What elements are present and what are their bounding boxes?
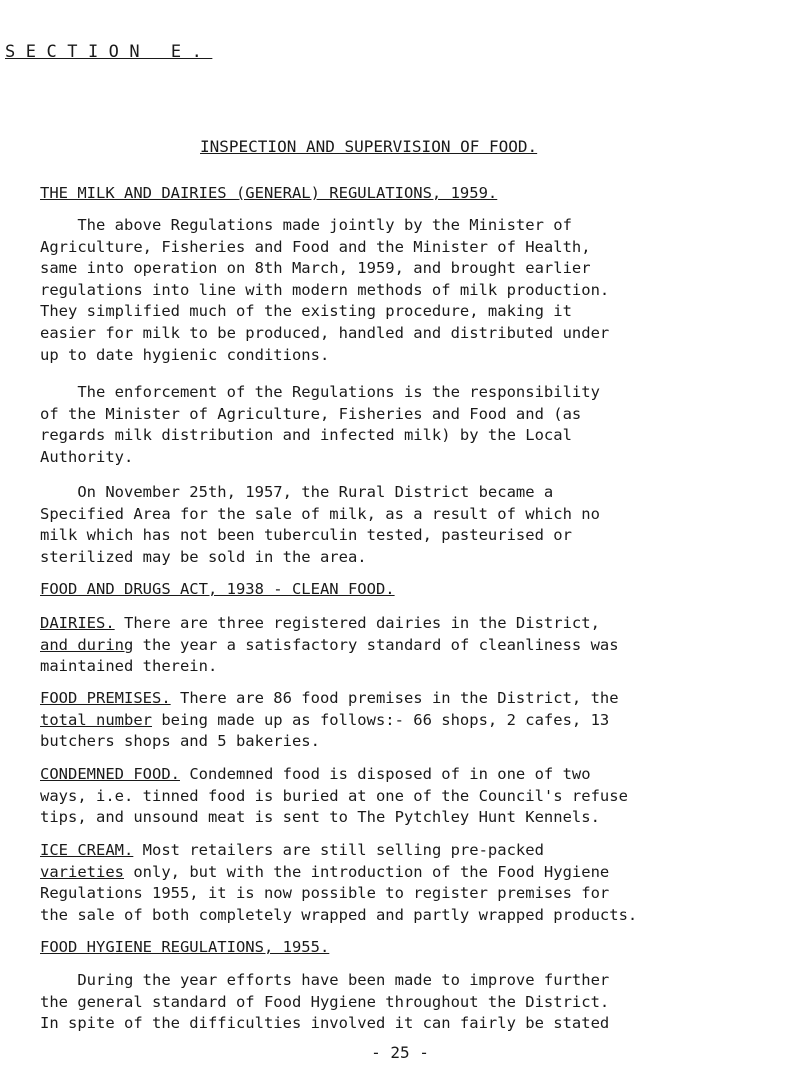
page-number: - 25 - bbox=[371, 1043, 429, 1062]
food-drugs-act-heading: FOOD AND DRUGS ACT, 1938 - CLEAN FOOD. bbox=[40, 580, 395, 598]
text-run: There are three registered dairies in the District, bbox=[114, 614, 600, 632]
dairies-paragraph bbox=[40, 613, 800, 678]
ice-cream-paragraph bbox=[40, 840, 800, 926]
text-line bbox=[40, 862, 800, 884]
text-line bbox=[40, 688, 800, 710]
condemned-food-paragraph bbox=[40, 764, 800, 829]
text-line: same into operation on 8th March, 1959, and brought earlier bbox=[40, 259, 591, 278]
milk-paragraph-3 bbox=[40, 482, 800, 568]
text-run: the year a satisfactory standard of cleanliness was bbox=[133, 635, 619, 654]
text-line: the sale of both completely wrapped and partly wrapped products. bbox=[40, 905, 638, 924]
text-line: During the year efforts have been made to improve further bbox=[40, 971, 610, 989]
text-line: In spite of the difficulties involved it can fairly be stated bbox=[40, 1014, 610, 1033]
text-run: varieties bbox=[40, 862, 124, 881]
food-premises-paragraph bbox=[40, 688, 800, 753]
text-line: maintained therein. bbox=[40, 657, 218, 676]
text-run: There are 86 food premises in the District, the bbox=[170, 689, 619, 707]
text-line: The enforcement of the Regulations is the responsibility bbox=[40, 383, 600, 401]
text-line: milk which has not been tuberculin tested, pasteurised or bbox=[40, 526, 572, 545]
condemned-food-lead: CONDEMNED FOOD. bbox=[40, 765, 180, 783]
text-line: tips, and unsound meat is sent to The Pytchley Hunt Kennels. bbox=[40, 808, 600, 827]
text-run: being made up as follows:- 66 shops, 2 cafes, 13 bbox=[151, 710, 610, 729]
text-line: of the Minister of Agriculture, Fisheries and Food and (as bbox=[40, 404, 582, 423]
text-run: only, but with the introduction of the Food Hygiene bbox=[124, 862, 610, 881]
food-hygiene-paragraph bbox=[40, 970, 800, 1035]
milk-regulations-heading: THE MILK AND DAIRIES (GENERAL) REGULATIONS, 1959. bbox=[40, 184, 498, 202]
text-run: total number bbox=[40, 710, 152, 729]
text-line: regulations into line with modern methods of milk production. bbox=[40, 280, 610, 299]
text-line: Agriculture, Fisheries and Food and the Minister of Health, bbox=[40, 237, 591, 256]
milk-paragraph-2 bbox=[40, 382, 800, 468]
text-line: easier for milk to be produced, handled and distributed under bbox=[40, 323, 610, 342]
text-line bbox=[40, 764, 800, 786]
ice-cream-lead: ICE CREAM. bbox=[40, 841, 134, 859]
food-premises-lead: FOOD PREMISES. bbox=[40, 689, 171, 707]
section-title: SECTION E. bbox=[5, 42, 213, 62]
text-line: regards milk distribution and infected milk) by the Local bbox=[40, 426, 572, 445]
text-line bbox=[40, 635, 800, 657]
text-line: They simplified much of the existing procedure, making it bbox=[40, 302, 572, 321]
text-line: up to date hygienic conditions. bbox=[40, 345, 330, 364]
text-run: and during bbox=[40, 635, 134, 654]
text-run: Most retailers are still selling pre-packed bbox=[133, 841, 544, 859]
milk-paragraph-1 bbox=[40, 215, 800, 366]
text-line: butchers shops and 5 bakeries. bbox=[40, 732, 320, 751]
text-line: The above Regulations made jointly by the Minister of bbox=[40, 216, 572, 234]
food-hygiene-heading: FOOD HYGIENE REGULATIONS, 1955. bbox=[40, 938, 330, 956]
text-line: Regulations 1955, it is now possible to register premises for bbox=[40, 884, 610, 903]
dairies-lead: DAIRIES. bbox=[40, 614, 115, 632]
text-line: On November 25th, 1957, the Rural District became a bbox=[40, 483, 554, 501]
text-line: sterilized may be sold in the area. bbox=[40, 547, 367, 566]
text-line: the general standard of Food Hygiene throughout the District. bbox=[40, 992, 610, 1011]
text-line bbox=[40, 613, 800, 635]
page-title: INSPECTION AND SUPERVISION OF FOOD. bbox=[200, 137, 538, 156]
text-line: Authority. bbox=[40, 447, 134, 466]
text-run: Condemned food is disposed of in one of two bbox=[179, 765, 591, 783]
text-line: ways, i.e. tinned food is buried at one of the Council's refuse bbox=[40, 786, 628, 805]
text-line bbox=[40, 840, 800, 862]
text-line: Specified Area for the sale of milk, as a result of which no bbox=[40, 504, 600, 523]
text-line bbox=[40, 710, 800, 732]
